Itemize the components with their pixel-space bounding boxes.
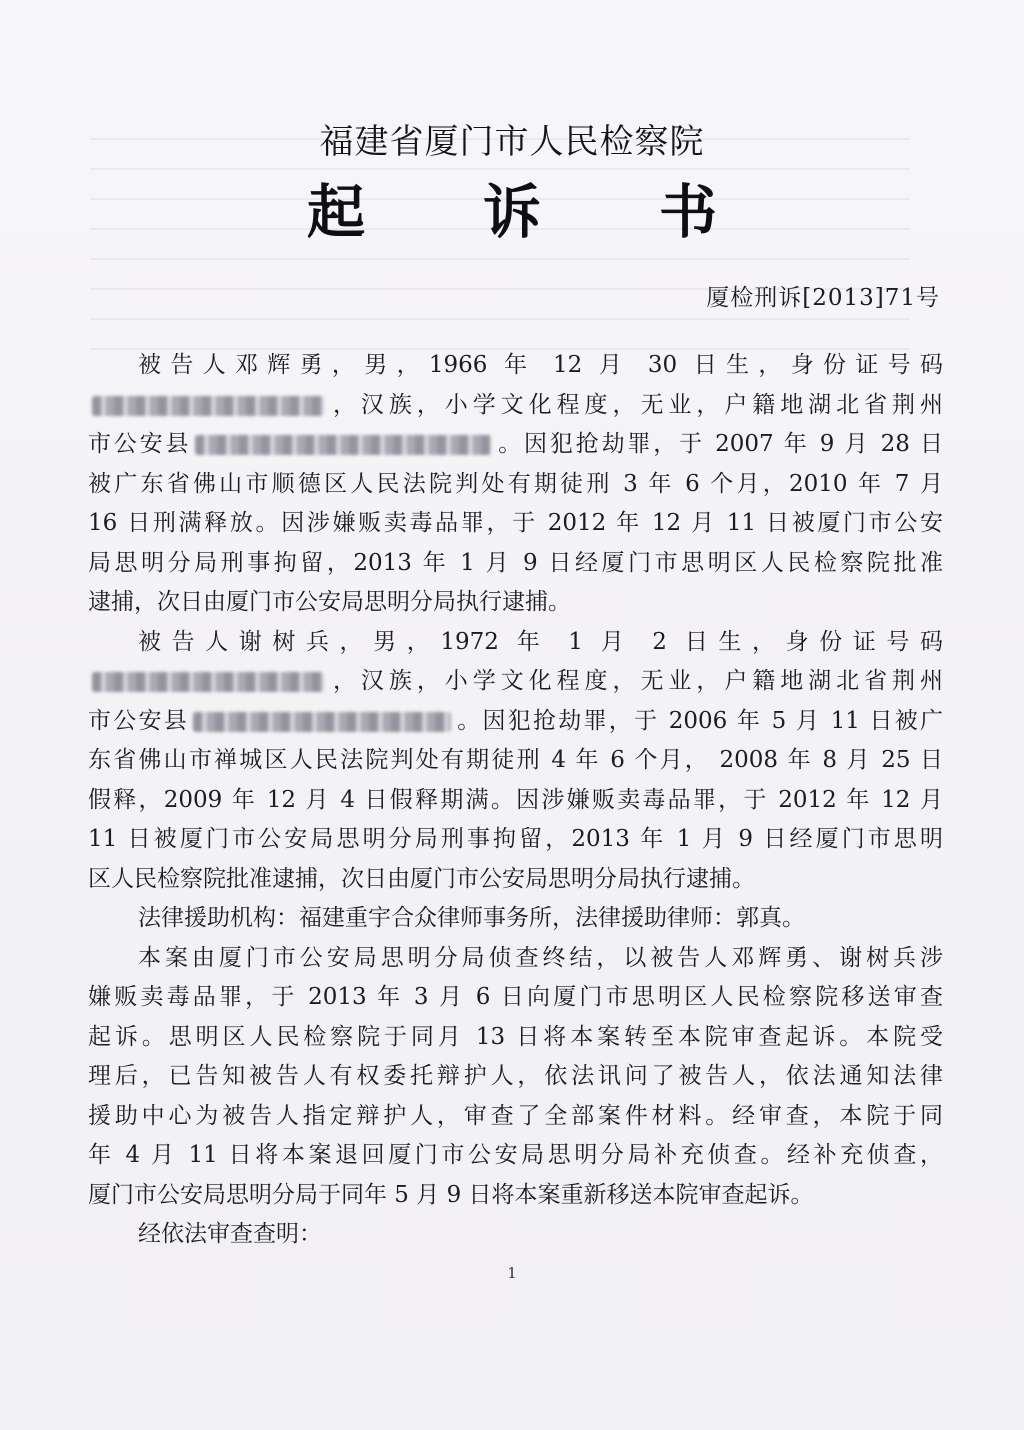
paragraph-case-procedure (88, 939, 943, 1216)
redacted-id-number (92, 396, 324, 416)
text-line: 被告人邓辉勇，男，1966 年 12 月 30 日生，身份证号码 (138, 352, 943, 378)
text-line (88, 386, 943, 426)
text-segment: 市公安县 (88, 431, 192, 457)
text-line: 起诉。思明区人民检察院于同月 13 日将本案转至本院审查起诉。本院受 (88, 1023, 943, 1050)
text-segment: ，汉族，小学文化程度，无业，户籍地湖北省荆州 (328, 668, 943, 694)
text-line: 被告人谢树兵，男，1972 年 1 月 2 日生，身份证号码 (138, 628, 943, 655)
text-line (88, 702, 943, 742)
text-line: 东省佛山市禅城区人民法院判处有期徒刑 4 年 6 个月， 2008 年 8 月 25 日 (88, 747, 943, 773)
text-line: 法律援助机构：福建重宇合众律师事务所，法律援助律师：郭真。 (138, 905, 805, 931)
text-line: 局思明分局刑事拘留，2013 年 1 月 9 日经厦门市思明区人民检察院批准 (88, 549, 943, 576)
text-segment: ，汉族，小学文化程度，无业，户籍地湖北省荆州 (328, 391, 943, 418)
text-line (88, 425, 943, 465)
document-title: 起诉书 (306, 178, 835, 246)
text-line: 本案由厦门市公安局思明分局侦查终结，以被告人邓辉勇、谢树兵涉 (138, 944, 943, 971)
text-line: 厦门市公安局思明分局于同年 5 月 9 日将本案重新移送本院审查起诉。 (88, 1181, 814, 1208)
page-number: 1 (507, 1264, 517, 1282)
document-body (88, 346, 943, 1255)
text-segment: 。因犯抢劫罪，于 2007 年 9 月 28 日 (495, 431, 943, 457)
text-line: 理后，已告知被告人有权委托辩护人，依法讯问了被告人，依法通知法律 (88, 1063, 943, 1089)
text-segment: 。因犯抢劫罪，于 2006 年 5 月 11 日被广 (455, 707, 943, 734)
redacted-address (195, 435, 491, 455)
paragraph-defendant-deng (88, 346, 943, 623)
paragraph-defendant-xie (88, 623, 943, 900)
text-line: 11 日被厦门市公安局思明分局刑事拘留，2013 年 1 月 9 日经厦门市思明 (88, 826, 943, 852)
organization-heading: 福建省厦门市人民检察院 (319, 122, 705, 162)
paragraph-findings (88, 1215, 943, 1255)
text-line: 年 4 月 11 日将本案退回厦门市公安局思明分局补充侦查。经补充侦查， (88, 1142, 943, 1168)
text-line: 嫌贩卖毒品罪，于 2013 年 3 月 6 日向厦门市思明区人民检察院移送审查 (88, 984, 943, 1010)
text-line: 区人民检察院批准逮捕，次日由厦门市公安局思明分局执行逮捕。 (88, 865, 755, 892)
paragraph-legal-aid (88, 899, 943, 939)
document-number: 厦检刑诉[2013]71号 (706, 285, 940, 311)
text-line: 逮捕，次日由厦门市公安局思明分局执行逮捕。 (88, 589, 571, 615)
text-line: 援助中心为被告人指定辩护人，审查了全部案件材料。经审查，本院于同 (88, 1102, 943, 1129)
text-line: 被广东省佛山市顺德区人民法院判处有期徒刑 3 年 6 个月，2010 年 7 月 (88, 470, 943, 497)
text-line (88, 662, 943, 702)
text-line: 经依法审查查明： (138, 1221, 322, 1247)
redacted-address (193, 712, 451, 732)
text-segment: 市公安县 (88, 707, 189, 734)
text-line: 假释，2009 年 12 月 4 日假释期满。因涉嫌贩卖毒品罪，于 2012 年 12 月 (88, 786, 943, 813)
text-line: 16 日刑满释放。因涉嫌贩卖毒品罪，于 2012 年 12 月 11 日被厦门市公安 (88, 510, 943, 536)
redacted-id-number (92, 672, 324, 692)
